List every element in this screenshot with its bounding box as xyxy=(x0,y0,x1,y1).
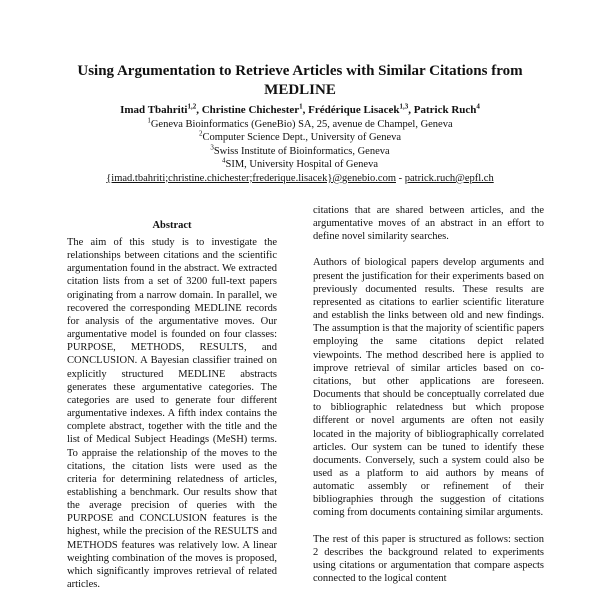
author-line xyxy=(20,103,580,117)
author-name: Patrick Ruch xyxy=(413,104,477,116)
author-name: Imad Tbahriti xyxy=(120,104,188,116)
affiliation-line xyxy=(20,131,580,144)
author-separator: , xyxy=(196,104,202,116)
author-affiliation-mark: 1,3 xyxy=(399,102,409,111)
body-paragraph: Authors of biological papers develop arguments and present the justification for their experiments based on previously documented results. These results are represented as citations to earlier scientific literature and establish the links between old and new findings. The assumption is that the majority of scientific papers employing the same citations depict related viewpoints. The method described here is applied to improve retrieval of similar articles based on co-citations, but other applications are foreseen. Documents that should be conceptually correlated due to bibliographic relatedness but which propose different or novel arguments are often not easily located in the majority of bibliographically correlated articles. Our system can be tuned to identify these documents. Conversely, such a system could also be used as a platform to aid authors by means of automatic assembly or refinement of their bibliographies through the suggestion of citations coming from documents containing similar arguments. xyxy=(313,257,544,519)
author-affiliation-mark: 1 xyxy=(299,102,303,111)
affiliation-mark: 1 xyxy=(147,116,151,125)
left-column xyxy=(67,236,277,600)
affiliation-mark: 3 xyxy=(210,143,214,152)
paper-title: Using Argumentation to Retrieve Articles with Similar Citations from MEDLINE xyxy=(77,63,523,98)
author-affiliation-mark: 1,2 xyxy=(187,102,197,111)
affiliation-mark: 2 xyxy=(198,129,203,138)
author-affiliation-mark: 4 xyxy=(476,102,480,111)
email-separator: - xyxy=(396,172,405,184)
body-paragraph: The rest of this paper is structured as follows: section 2 describes the background related to experiments using citations or argumentation that compare aspects connected to the logical content xyxy=(313,533,544,585)
author-separator: , xyxy=(408,104,414,116)
affiliation-line xyxy=(20,158,580,171)
author-separator: , xyxy=(302,104,309,116)
affiliation-text: Computer Science Dept., University of Geneva xyxy=(202,132,402,144)
author-name: Christine Chichester xyxy=(201,104,300,116)
affiliation-text: Swiss Institute of Bioinformatics, Geneva xyxy=(213,145,390,157)
affiliations xyxy=(20,118,580,185)
affiliation-text: Geneva Bioinformatics (GeneBio) SA, 25, avenue de Champel, Geneva xyxy=(150,119,453,130)
affiliation-line xyxy=(20,118,580,131)
author-emails xyxy=(20,172,580,185)
email-link-group[interactable]: {imad.tbahriti;christine.chichester;frederique.lisacek}@genebio.com xyxy=(106,172,396,184)
abstract-heading: Abstract xyxy=(152,220,192,231)
right-column xyxy=(313,204,544,600)
affiliation-line xyxy=(20,145,580,158)
affiliation-mark: 4 xyxy=(221,156,226,165)
email-link-ruch[interactable]: patrick.ruch@epfl.ch xyxy=(404,172,494,184)
body-paragraph: citations that are shared between articles, and the argumentative moves of an abstract in an effort to define novel similarity searches. xyxy=(313,205,544,243)
abstract-text: The aim of this study is to investigate the relationships between citations and the scientific argumentation found in the abstract. We extracted citation lists from a set of 3200 full-text papers originating from a narrow domain. In parallel, we recovered the corresponding MEDLINE records for analysis of the argumentative moves. Our argumentative model is founded on four classes: PURPOSE, METHODS, RESULTS, and CONCLUSION. A Bayesian classifier trained on explicitly structured MEDLINE abstracts generates these argumentative categories. The categories are used to generate four different argumentative indexes. A fifth index contains the complete abstract, together with the title and the list of Medical Subject Headings (MeSH) terms. To appraise the relationship of the moves to the citations, the citation lists were used as the criteria for determining relatedness of articles, establishing a benchmark. Our results show that the average precision of queries with the PURPOSE and CONCLUSION features is the highest, while the precision of the RESULTS and METHODS features was relatively low. A linear weighting combination of the moves is proposed, which significantly improves retrieval of related articles. xyxy=(67,237,277,591)
affiliation-text: SIM, University Hospital of Geneva xyxy=(225,159,379,171)
author-name: Frédérique Lisacek xyxy=(308,104,400,116)
